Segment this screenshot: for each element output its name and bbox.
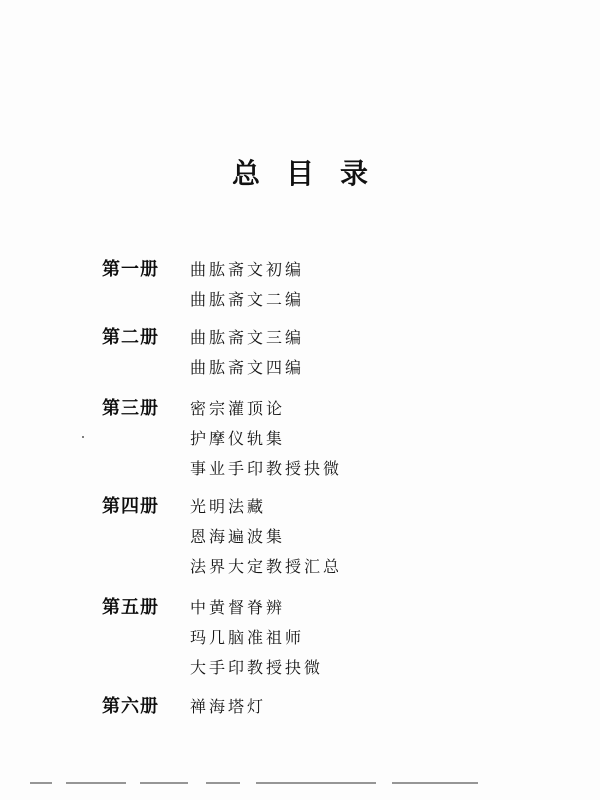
volume-contents: [190, 692, 266, 722]
volume-label: 第六册: [102, 696, 159, 717]
volume-label: 第三册: [102, 398, 159, 419]
contents-item: 光明法藏: [190, 497, 267, 516]
contents-item: 护摩仪轨集: [190, 429, 286, 448]
scan-artifact-footer: [30, 782, 530, 786]
contents-item: 曲肱斋文初编: [190, 260, 305, 279]
contents-item: 玛几脑准祖师: [190, 628, 305, 647]
volume-contents: [190, 255, 304, 315]
contents-item: 法界大定教授汇总: [190, 557, 343, 576]
volume-contents: [190, 492, 342, 582]
volume-label: 第五册: [102, 597, 159, 618]
contents-item: 恩海遍波集: [190, 527, 286, 546]
contents-item: 大手印教授抉微: [190, 658, 324, 677]
volume-label: 第一册: [102, 259, 159, 280]
volume-contents: [190, 593, 323, 683]
volume-contents: [190, 323, 304, 383]
contents-item: 中黄督脊辨: [190, 598, 286, 617]
scan-speck: [82, 436, 84, 438]
volume-label: 第二册: [102, 327, 159, 348]
volume-label: 第四册: [102, 496, 159, 517]
contents-item: 曲肱斋文四编: [190, 358, 305, 377]
contents-item: 事业手印教授抉微: [190, 459, 343, 478]
contents-item: 密宗灌顶论: [190, 399, 286, 418]
volume-contents: [190, 394, 342, 484]
page-title: 总目录: [231, 157, 394, 190]
contents-item: 禅海塔灯: [190, 697, 267, 716]
contents-item: 曲肱斋文三编: [190, 328, 305, 347]
contents-item: 曲肱斋文二编: [190, 290, 305, 309]
